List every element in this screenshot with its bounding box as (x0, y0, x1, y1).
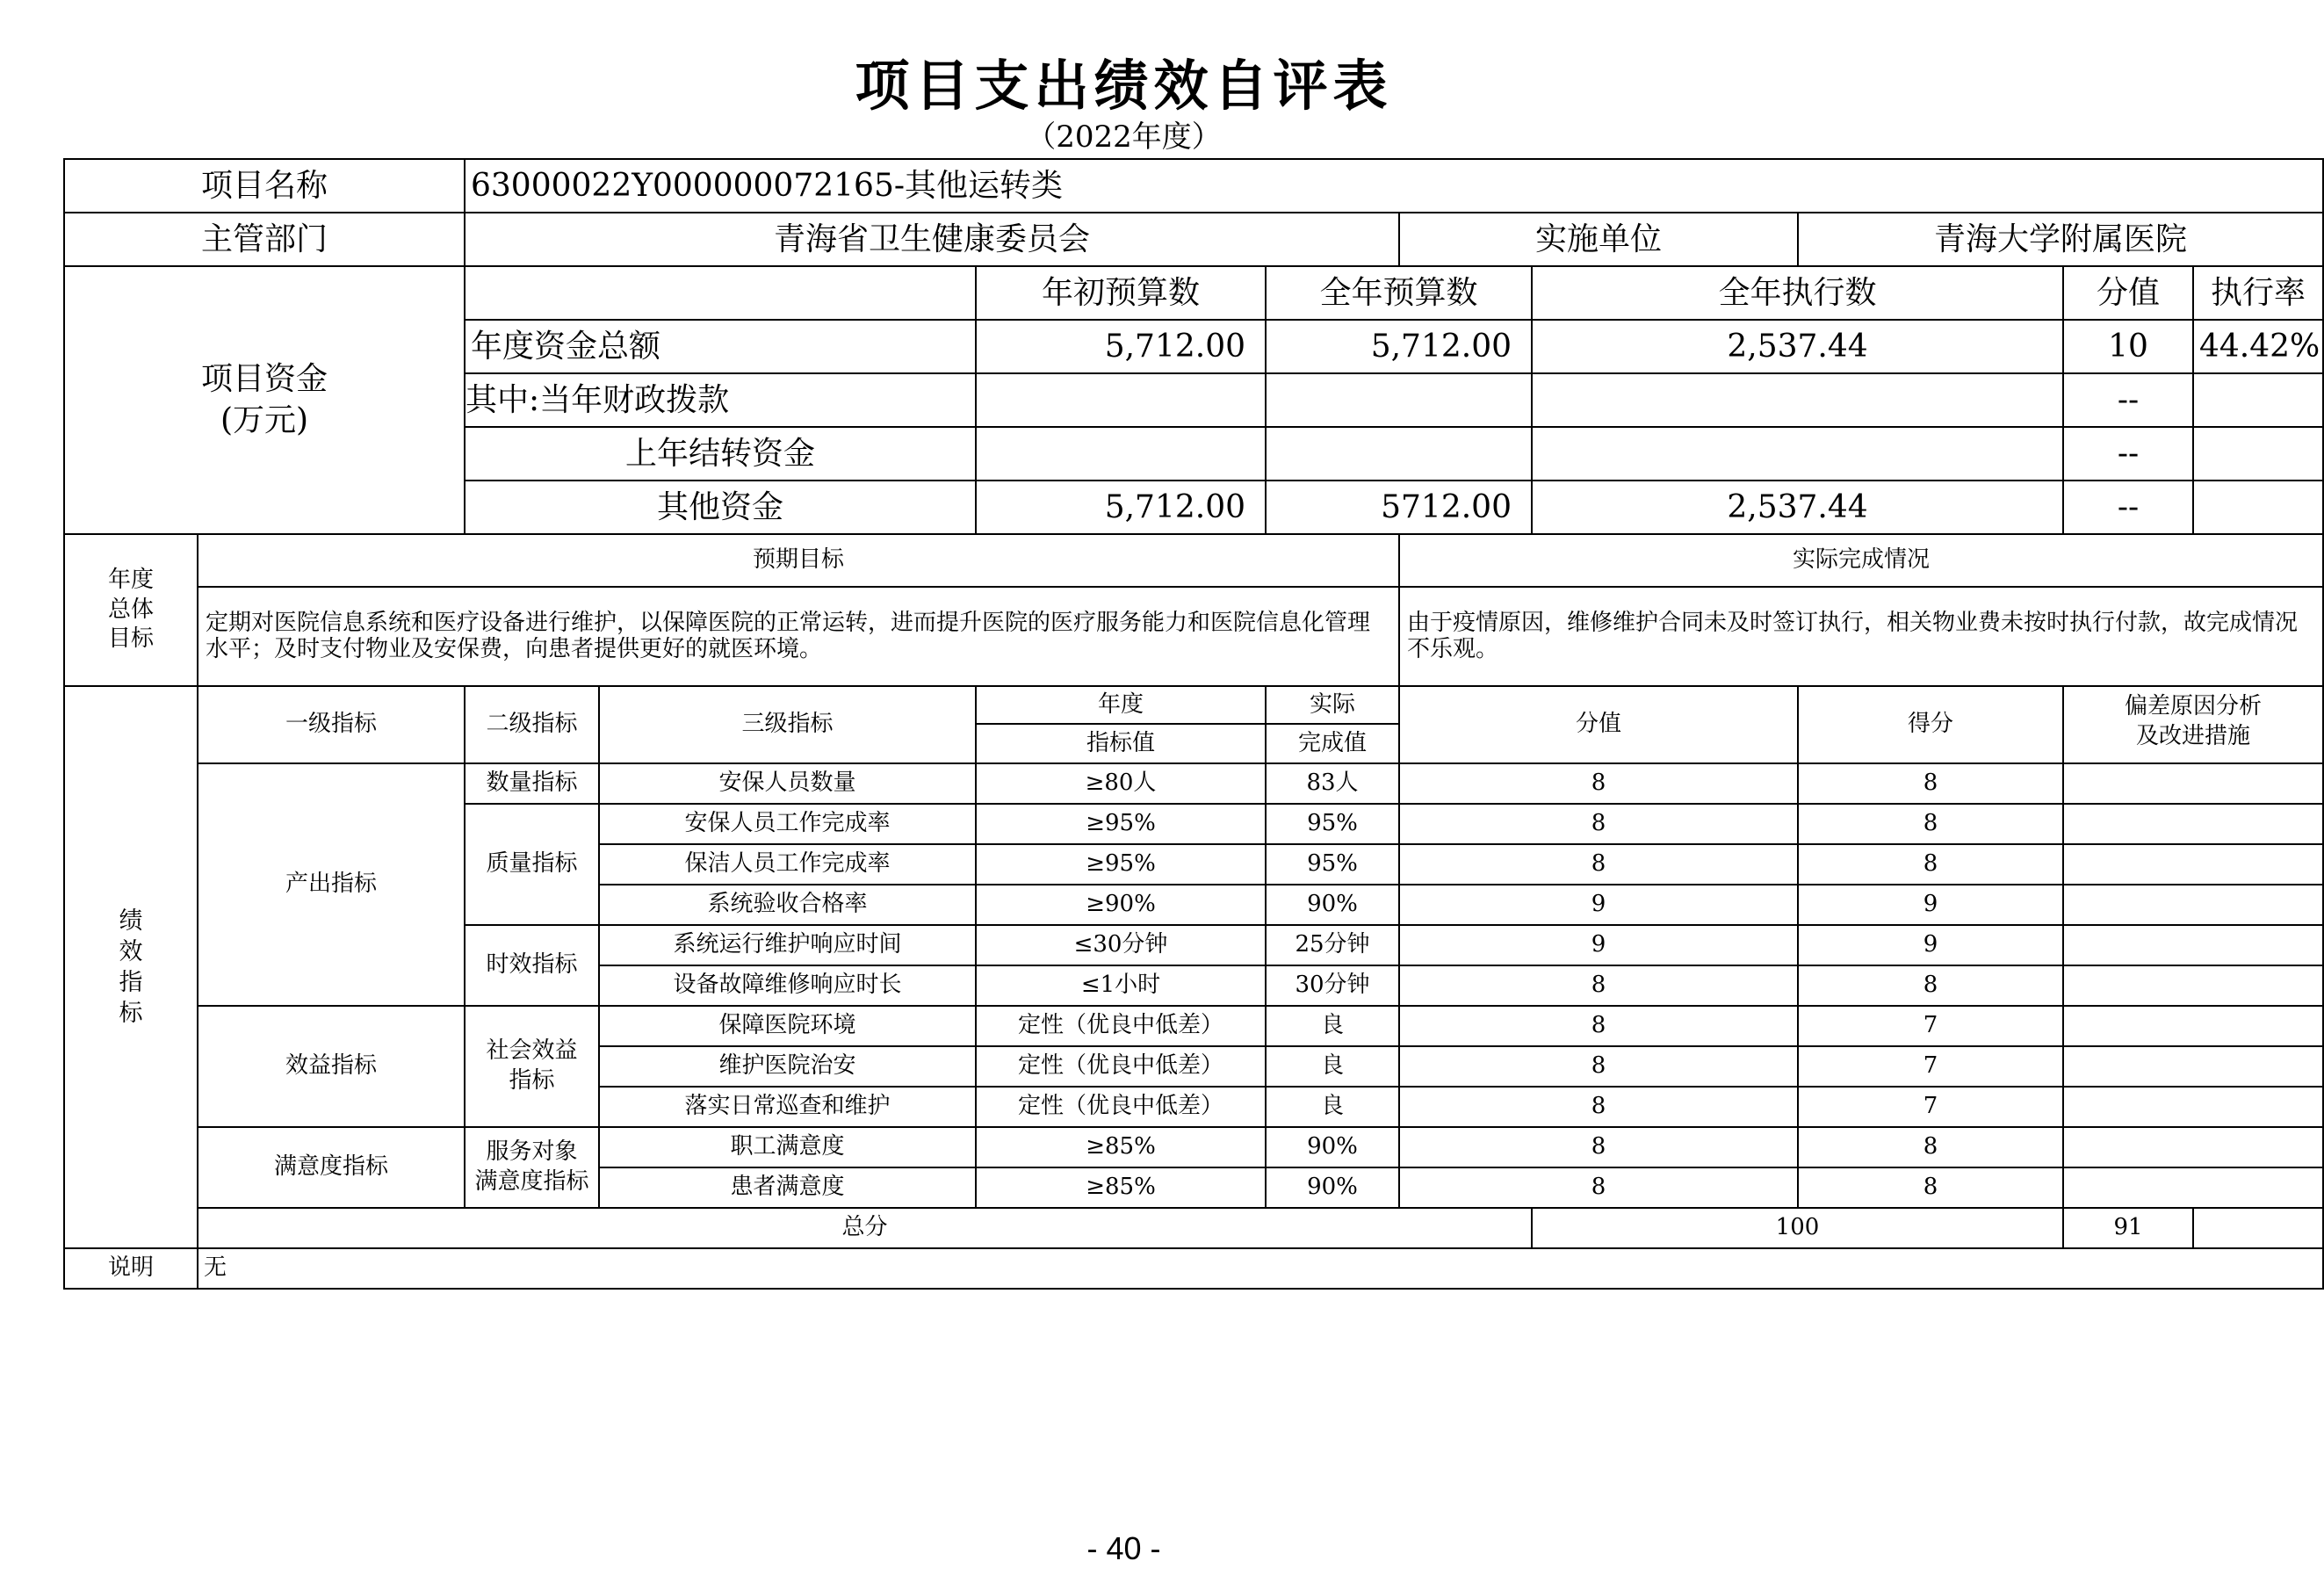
indicator-got: 9 (1798, 925, 2063, 965)
funds-initial: 5,712.00 (976, 481, 1266, 534)
col-score: 分值 (2063, 266, 2193, 320)
indicator-score: 8 (1399, 763, 1798, 804)
indicator-actual: 83人 (1266, 763, 1399, 804)
header-deviation-line2: 及改进措施 (2136, 722, 2251, 749)
indicator-score: 8 (1399, 965, 1798, 1006)
indicator-score: 8 (1399, 1087, 1798, 1127)
header-target-line2: 指标值 (976, 724, 1266, 763)
indicator-row (64, 1127, 2323, 1167)
funds-score: -- (2063, 373, 2193, 427)
funds-rate: 44.42% (2193, 320, 2323, 373)
indicator-deviation (2063, 965, 2323, 1006)
funds-label (64, 266, 465, 534)
indicator-name: 职工满意度 (599, 1127, 976, 1167)
indicator-actual: 90% (1266, 1127, 1399, 1167)
indicator-actual: 良 (1266, 1046, 1399, 1087)
funds-executed (1532, 373, 2063, 427)
level2-social (465, 1006, 599, 1127)
section-label-char: 标 (119, 1000, 143, 1028)
project-name-value: 63000022Y000000072165-其他运转类 (465, 159, 2323, 213)
level2-social-line2: 指标 (509, 1067, 555, 1094)
indicator-target: 定性（优良中低差） (976, 1006, 1266, 1046)
col-annual-budget: 全年预算数 (1266, 266, 1532, 320)
indicator-target: ≥80人 (976, 763, 1266, 804)
note-value: 无 (198, 1248, 2323, 1289)
indicator-got: 9 (1798, 885, 2063, 925)
indicator-got: 7 (1798, 1006, 2063, 1046)
funds-annual (1266, 427, 1532, 481)
indicator-actual: 良 (1266, 1006, 1399, 1046)
header-level2: 二级指标 (465, 686, 599, 763)
note-row (64, 1248, 2323, 1289)
col-execution-rate: 执行率 (2193, 266, 2323, 320)
funds-executed (1532, 427, 2063, 481)
total-score: 100 (1532, 1208, 2063, 1248)
total-deviation (2193, 1208, 2323, 1248)
goals-text-row (64, 587, 2323, 686)
header-deviation (2063, 686, 2323, 763)
actual-completion-text: 由于疫情原因，维修维护合同未及时签订执行，相关物业费未按时执行付款，故完成情况不乐观。 (1399, 587, 2323, 686)
goals-label-line: 年度 (107, 566, 154, 593)
indicator-name: 保障医院环境 (599, 1006, 976, 1046)
funds-row-label: 年度资金总额 (465, 320, 976, 373)
level2-service-line1: 服务对象 (486, 1138, 578, 1166)
funds-annual: 5712.00 (1266, 481, 1532, 534)
indicator-name: 设备故障维修响应时长 (599, 965, 976, 1006)
total-label: 总分 (198, 1208, 1532, 1248)
header-target-line1: 年度 (976, 686, 1266, 724)
funds-score: -- (2063, 481, 2193, 534)
indicator-name: 系统验收合格率 (599, 885, 976, 925)
impl-value: 青海大学附属医院 (1798, 213, 2323, 266)
col-initial-budget: 年初预算数 (976, 266, 1266, 320)
actual-completion-header: 实际完成情况 (1399, 534, 2323, 587)
goals-label (64, 534, 198, 686)
indicator-target: ≥95% (976, 804, 1266, 844)
indicator-deviation (2063, 1087, 2323, 1127)
funds-header-row (64, 266, 2323, 320)
indicator-target: ≤30分钟 (976, 925, 1266, 965)
indicator-name: 保洁人员工作完成率 (599, 844, 976, 885)
indicator-actual: 90% (1266, 885, 1399, 925)
total-got: 91 (2063, 1208, 2193, 1248)
indicator-target: ≤1小时 (976, 965, 1266, 1006)
page-title: 项目支出绩效自评表 (855, 54, 1393, 118)
indicator-deviation (2063, 844, 2323, 885)
expected-goal-text: 定期对医院信息系统和医疗设备进行维护，以保障医院的正常运转，进而提升医院的医疗服务能力和医院信息化管理水平；及时支付物业及安保费，向患者提供更好的就医环境。 (198, 587, 1399, 686)
goals-header-row (64, 534, 2323, 587)
level2-quantity: 数量指标 (465, 763, 599, 804)
indicator-score: 8 (1399, 1046, 1798, 1087)
funds-executed: 2,537.44 (1532, 320, 2063, 373)
indicator-got: 8 (1798, 763, 2063, 804)
funds-row-label: 上年结转资金 (465, 427, 976, 481)
indicator-name: 安保人员工作完成率 (599, 804, 976, 844)
indicator-got: 8 (1798, 1127, 2063, 1167)
funds-row-label: 其他资金 (465, 481, 976, 534)
indicator-score: 8 (1399, 844, 1798, 885)
level1-output: 产出指标 (198, 763, 465, 1006)
header-level1: 一级指标 (198, 686, 465, 763)
funds-header-blank (465, 266, 976, 320)
indicator-deviation (2063, 763, 2323, 804)
level2-service-line2: 满意度指标 (474, 1168, 589, 1195)
col-annual-executed: 全年执行数 (1532, 266, 2063, 320)
indicator-deviation (2063, 885, 2323, 925)
expected-goal-header: 预期目标 (198, 534, 1399, 587)
indicator-name: 安保人员数量 (599, 763, 976, 804)
indicator-row (64, 1006, 2323, 1046)
total-row (64, 1208, 2323, 1248)
indicator-got: 8 (1798, 804, 2063, 844)
indicator-actual: 90% (1266, 1167, 1399, 1208)
funds-initial: 5,712.00 (976, 320, 1266, 373)
header-got: 得分 (1798, 686, 2063, 763)
indicator-score: 8 (1399, 1127, 1798, 1167)
funds-rate (2193, 373, 2323, 427)
page-subtitle: （2022年度） (1026, 119, 1222, 155)
indicator-deviation (2063, 804, 2323, 844)
indicator-actual: 良 (1266, 1087, 1399, 1127)
funds-executed: 2,537.44 (1532, 481, 2063, 534)
section-label-char: 指 (119, 969, 143, 996)
indicator-score: 9 (1399, 925, 1798, 965)
indicator-name: 患者满意度 (599, 1167, 976, 1208)
level2-social-line1: 社会效益 (486, 1037, 578, 1065)
indicator-got: 8 (1798, 844, 2063, 885)
section-label-char: 绩 (119, 907, 143, 935)
indicator-got: 7 (1798, 1046, 2063, 1087)
indicator-score: 8 (1399, 1167, 1798, 1208)
funds-initial (976, 373, 1266, 427)
indicator-header-row (64, 686, 2323, 724)
indicator-row (64, 763, 2323, 804)
indicator-target: ≥95% (976, 844, 1266, 885)
level2-timeliness: 时效指标 (465, 925, 599, 1006)
indicator-deviation (2063, 1127, 2323, 1167)
funds-rate (2193, 481, 2323, 534)
indicator-target: 定性（优良中低差） (976, 1087, 1266, 1127)
indicator-got: 8 (1798, 1167, 2063, 1208)
funds-score: 10 (2063, 320, 2193, 373)
header-deviation-line1: 偏差原因分析 (2125, 693, 2263, 719)
level1-satisfaction: 满意度指标 (198, 1127, 465, 1208)
funds-annual (1266, 373, 1532, 427)
goals-label-line: 总体 (107, 596, 154, 623)
level1-benefit: 效益指标 (198, 1006, 465, 1127)
funds-rate (2193, 427, 2323, 481)
dept-label: 主管部门 (64, 213, 465, 266)
indicator-actual: 95% (1266, 804, 1399, 844)
indicator-deviation (2063, 1046, 2323, 1087)
indicator-name: 维护医院治安 (599, 1046, 976, 1087)
funds-initial (976, 427, 1266, 481)
indicator-actual: 95% (1266, 844, 1399, 885)
indicator-name: 系统运行维护响应时间 (599, 925, 976, 965)
level2-service (465, 1127, 599, 1208)
impl-label: 实施单位 (1399, 213, 1798, 266)
section-label-char: 效 (119, 937, 143, 965)
self-evaluation-table (63, 158, 2324, 1290)
project-name-row (64, 159, 2323, 213)
funds-label-line2: (万元) (220, 401, 309, 438)
funds-annual: 5,712.00 (1266, 320, 1532, 373)
indicator-deviation (2063, 1167, 2323, 1208)
header-score: 分值 (1399, 686, 1798, 763)
header-level3: 三级指标 (599, 686, 976, 763)
indicator-score: 9 (1399, 885, 1798, 925)
indicator-target: 定性（优良中低差） (976, 1046, 1266, 1087)
indicator-actual: 30分钟 (1266, 965, 1399, 1006)
indicator-got: 8 (1798, 965, 2063, 1006)
indicator-score: 8 (1399, 804, 1798, 844)
indicator-actual: 25分钟 (1266, 925, 1399, 965)
level2-quality: 质量指标 (465, 804, 599, 925)
funds-row-label: 其中:当年财政拨款 (465, 373, 976, 427)
indicator-target: ≥85% (976, 1167, 1266, 1208)
indicator-score: 8 (1399, 1006, 1798, 1046)
header-actual-line2: 完成值 (1266, 724, 1399, 763)
funds-score: -- (2063, 427, 2193, 481)
dept-value: 青海省卫生健康委员会 (465, 213, 1399, 266)
indicator-name: 落实日常巡查和维护 (599, 1087, 976, 1127)
indicator-target: ≥90% (976, 885, 1266, 925)
note-label: 说明 (64, 1248, 198, 1289)
indicator-target: ≥85% (976, 1127, 1266, 1167)
department-row (64, 213, 2323, 266)
funds-label-line1: 项目资金 (200, 360, 328, 397)
page-number: - 40 - (1086, 1530, 1161, 1566)
indicator-deviation (2063, 925, 2323, 965)
header-actual-line1: 实际 (1266, 686, 1399, 724)
indicators-section-label (64, 686, 198, 1248)
project-name-label: 项目名称 (64, 159, 465, 213)
indicator-deviation (2063, 1006, 2323, 1046)
goals-label-line: 目标 (107, 625, 154, 653)
indicator-got: 7 (1798, 1087, 2063, 1127)
